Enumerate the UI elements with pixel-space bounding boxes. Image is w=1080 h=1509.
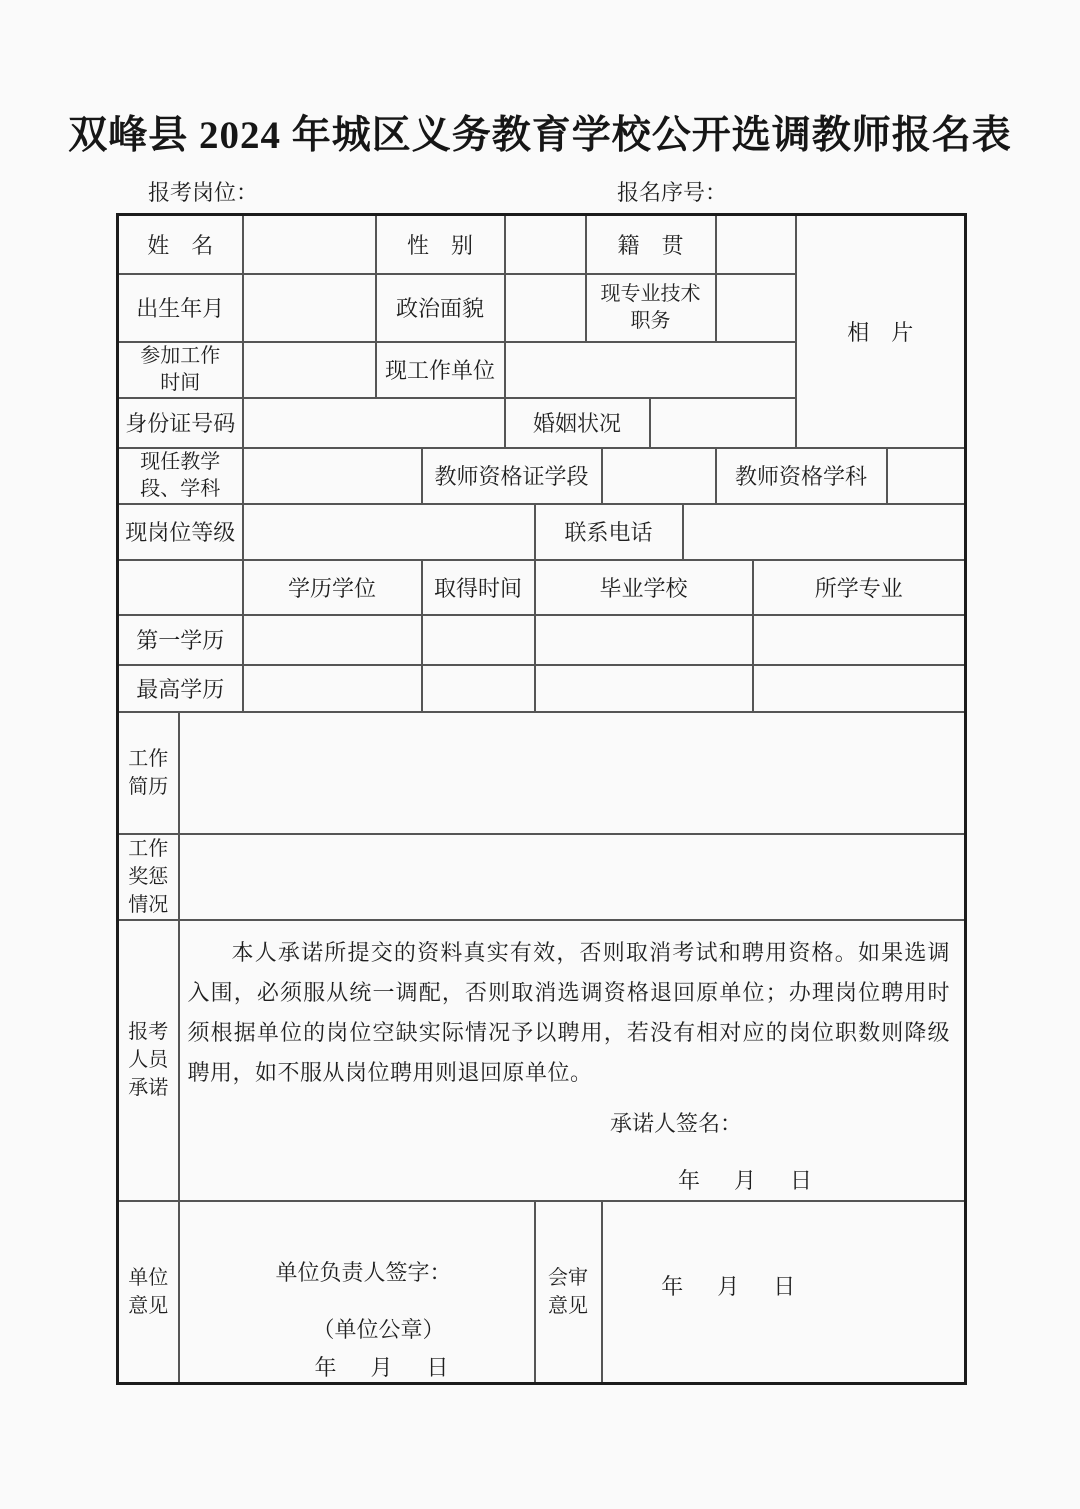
education-row-header-blank-cell xyxy=(118,560,243,615)
unit-head-signature-label: 单位负责人签字： xyxy=(275,1259,452,1285)
political-status-label: 政治面貌 xyxy=(376,274,505,342)
work-rewards-label xyxy=(118,834,179,920)
commitment-paragraph: 本人承诺所提交的资料真实有效，否则取消考试和聘用资格。如果选调入围，必须服从统一调配，否则取消选调资格退回原单位；办理岗位聘用时须根据单位的岗位空缺实际情况予以聘用，若没有相对应的岗位职数则降级聘用，如不服从岗位聘用则退回原单位。 xyxy=(187,940,951,1085)
marital-status-value-cell xyxy=(650,398,796,448)
id-number-label: 身份证号码 xyxy=(118,398,243,448)
professional-title-line2: 职务 xyxy=(630,309,671,332)
unit-seal-note: （单位公章） xyxy=(312,1316,445,1342)
application-form-table xyxy=(116,213,967,1385)
political-status-value-cell xyxy=(505,274,586,342)
work-rewards-line2: 奖惩 xyxy=(128,865,169,888)
professional-title-label xyxy=(586,274,716,342)
joint-review-line1: 会审 xyxy=(548,1266,589,1289)
applicant-commitment-line2: 人员 xyxy=(128,1049,169,1071)
work-start-line1: 参加工作 xyxy=(140,344,221,367)
applicant-commitment-label xyxy=(118,920,179,1201)
marital-status-label: 婚姻状况 xyxy=(505,398,650,448)
teacher-cert-subject-label: 教师资格学科 xyxy=(716,448,887,504)
unit-date-line: 年 月 日 xyxy=(314,1354,455,1380)
teaching-section-line1: 现任教学 xyxy=(140,450,221,473)
work-start-time-value-cell xyxy=(243,342,376,398)
phone-label: 联系电话 xyxy=(535,504,683,560)
first-degree-time-cell xyxy=(422,615,535,665)
teacher-cert-subject-value-cell xyxy=(887,448,966,504)
name-label: 姓 名 xyxy=(118,215,243,274)
post-grade-label: 现岗位等级 xyxy=(118,504,243,560)
teacher-cert-stage-value-cell xyxy=(602,448,716,504)
joint-review-content-cell xyxy=(602,1201,966,1384)
commitment-content-cell xyxy=(179,920,966,1201)
first-degree-major-cell xyxy=(753,615,966,665)
current-employer-value-cell xyxy=(505,342,796,398)
teaching-section-line2: 段、学科 xyxy=(140,477,221,500)
professional-title-line1: 现专业技术 xyxy=(600,282,701,305)
birth-date-value-cell xyxy=(243,274,376,342)
professional-title-value-cell xyxy=(716,274,796,342)
work-rewards-line1: 工作 xyxy=(128,837,169,860)
first-degree-school-cell xyxy=(535,615,753,665)
highest-degree-major-cell xyxy=(753,665,966,712)
gender-label: 性 别 xyxy=(376,215,505,274)
joint-review-label xyxy=(535,1201,602,1384)
first-degree-degree-cell xyxy=(243,615,422,665)
unit-opinion-content-cell xyxy=(179,1201,535,1384)
obtain-time-column-header: 取得时间 xyxy=(422,560,535,615)
applicant-commitment-line1: 报考 xyxy=(128,1021,169,1043)
unit-opinion-line1: 单位 xyxy=(128,1266,169,1289)
teaching-section-label xyxy=(118,448,243,504)
id-number-value-cell xyxy=(243,398,505,448)
post-grade-value-cell xyxy=(243,504,535,560)
unit-opinion-line2: 意见 xyxy=(128,1294,169,1317)
work-resume-line2: 简历 xyxy=(128,775,169,798)
current-employer-label: 现工作单位 xyxy=(376,342,505,398)
photo-cell: 相 片 xyxy=(796,215,966,448)
highest-degree-time-cell xyxy=(422,665,535,712)
name-value-cell xyxy=(243,215,376,274)
highest-degree-degree-cell xyxy=(243,665,422,712)
teacher-cert-stage-label: 教师资格证学段 xyxy=(422,448,602,504)
joint-review-line2: 意见 xyxy=(548,1294,589,1317)
highest-degree-school-cell xyxy=(535,665,753,712)
highest-degree-label: 最高学历 xyxy=(118,665,243,712)
native-place-label: 籍 贯 xyxy=(586,215,716,274)
registration-serial-label: 报名序号： xyxy=(617,180,728,205)
birth-date-label: 出生年月 xyxy=(118,274,243,342)
degree-column-header: 学历学位 xyxy=(243,560,422,615)
work-resume-line1: 工作 xyxy=(128,747,169,770)
work-start-time-label xyxy=(118,342,243,398)
major-column-header: 所学专业 xyxy=(753,560,966,615)
work-start-line2: 时间 xyxy=(160,371,201,394)
applicant-commitment-line3: 承诺 xyxy=(128,1077,169,1099)
work-resume-label xyxy=(118,712,179,834)
promiser-date-line: 年 月 日 xyxy=(678,1168,819,1193)
work-resume-content-cell xyxy=(179,712,966,834)
unit-opinion-label xyxy=(118,1201,179,1384)
promiser-signature-label: 承诺人签名： xyxy=(610,1111,743,1136)
gender-value-cell xyxy=(505,215,586,274)
apply-position-label: 报考岗位： xyxy=(148,180,259,205)
native-place-value-cell xyxy=(716,215,796,274)
joint-review-date-line: 年 月 日 xyxy=(661,1274,802,1299)
page-title: 双峰县 2024 年城区义务教育学校公开选调教师报名表 xyxy=(68,114,1012,157)
teaching-section-value-cell xyxy=(243,448,422,504)
work-rewards-content-cell xyxy=(179,834,966,920)
phone-value-cell xyxy=(683,504,966,560)
graduate-school-column-header: 毕业学校 xyxy=(535,560,753,615)
first-degree-label: 第一学历 xyxy=(118,615,243,665)
work-rewards-line3: 情况 xyxy=(128,893,169,916)
